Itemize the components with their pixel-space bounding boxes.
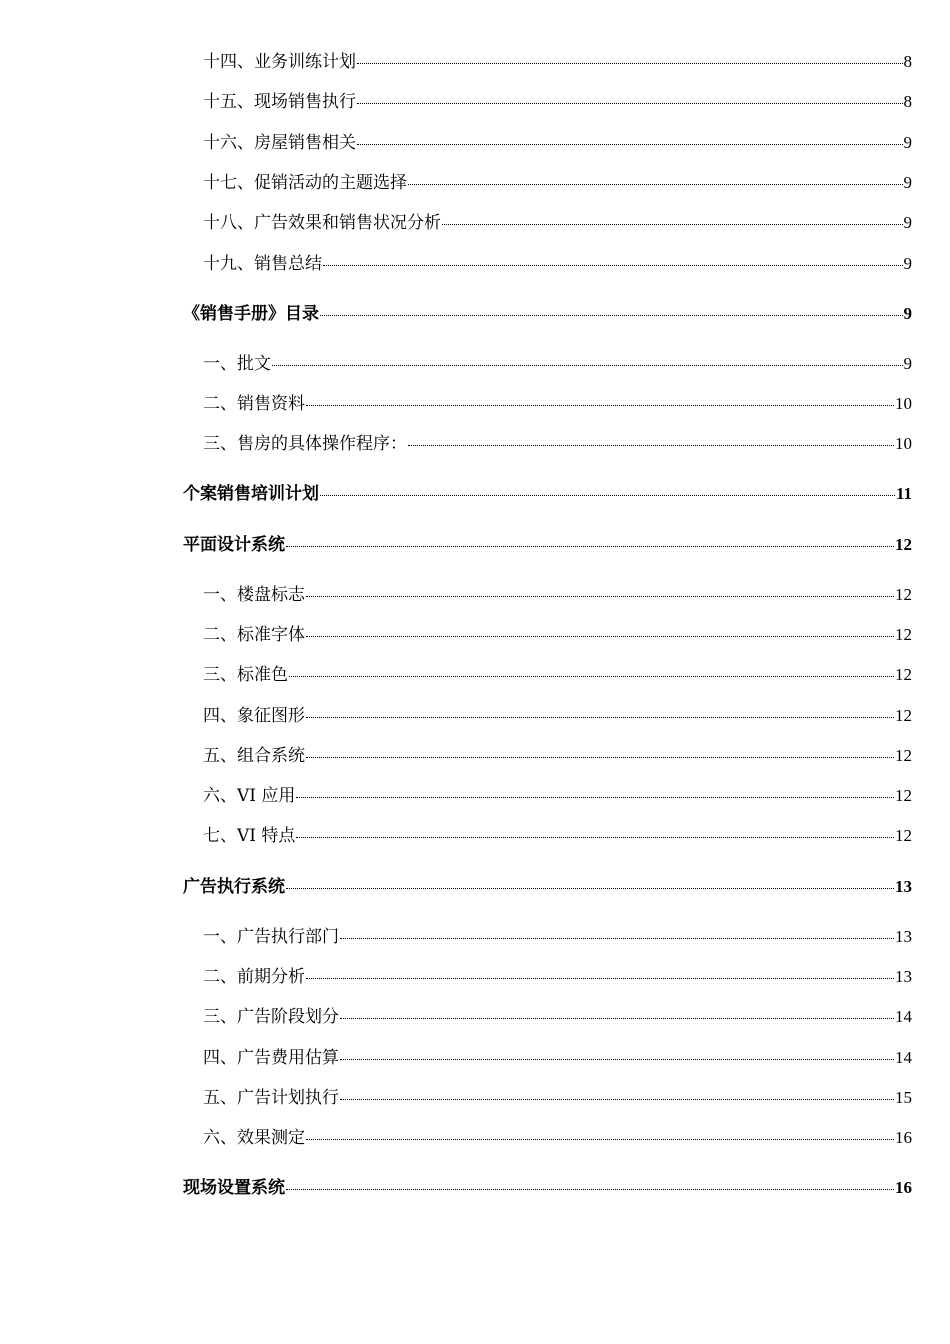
toc-entry[interactable] [203,1047,912,1069]
toc-dot-leader [296,797,894,798]
toc-page-number: 9 [903,304,912,323]
toc-dot-leader [340,1099,894,1100]
toc-page-number: 14 [895,1048,912,1067]
toc-entry[interactable] [203,393,912,415]
toc-heading-entry[interactable] [183,1177,912,1199]
toc-dot-leader [306,717,894,718]
toc-page-number: 14 [895,1007,912,1026]
toc-page-number: 9 [903,213,912,232]
toc-entry-title: 三、广告阶段划分 [203,1007,339,1027]
toc-dot-leader [340,1018,894,1019]
toc-entry-title: 一、批文 [203,354,271,374]
toc-entry-title: 个案销售培训计划 [183,484,319,504]
toc-entry[interactable] [203,966,912,988]
toc-page-number: 9 [903,254,912,273]
toc-page-number: 12 [895,625,912,644]
toc-entry[interactable] [203,825,912,847]
toc-page-number: 16 [895,1178,912,1197]
toc-page-number: 12 [895,585,912,604]
toc-entry-title: 一、广告执行部门 [203,927,339,947]
toc-entry-title: 十七、促销活动的主题选择 [203,173,407,193]
toc-entry[interactable] [203,705,912,727]
toc-page-number: 12 [895,535,912,554]
toc-entry[interactable] [203,172,912,194]
toc-page-number: 10 [895,434,912,453]
toc-dot-leader [340,938,894,939]
toc-page-number: 12 [895,706,912,725]
toc-entry[interactable] [203,132,912,154]
toc-entry[interactable] [203,433,912,455]
toc-page-number: 9 [903,173,912,192]
toc-dot-leader [323,265,903,266]
toc-entry-title: 十四、业务训练计划 [203,52,356,72]
toc-page-number: 16 [895,1128,912,1147]
toc-entry-title: 三、售房的具体操作程序： [203,434,407,454]
toc-dot-leader [408,184,903,185]
toc-entry-title: 五、组合系统 [203,746,305,766]
toc-page-number: 9 [903,133,912,152]
toc-page-number: 12 [895,826,912,845]
toc-page-number: 12 [895,665,912,684]
toc-entry[interactable] [203,253,912,275]
toc-entry-title: 《销售手册》目录 [183,304,319,324]
toc-dot-leader [296,837,894,838]
toc-page-number: 15 [895,1088,912,1107]
toc-entry[interactable] [203,785,912,807]
toc-entry-title: 二、销售资料 [203,394,305,414]
toc-page-number: 8 [903,92,912,111]
toc-dot-leader [357,63,903,64]
toc-entry[interactable] [203,91,912,113]
toc-dot-leader [286,888,894,889]
toc-heading-entry[interactable] [183,483,912,505]
toc-entry-title: 六、效果测定 [203,1128,305,1148]
toc-entry-title: 一、楼盘标志 [203,585,305,605]
toc-entry-title: 二、前期分析 [203,967,305,987]
toc-entry[interactable] [203,1087,912,1109]
toc-page-number: 13 [895,877,912,896]
toc-page-number: 10 [895,394,912,413]
toc-heading-entry[interactable] [183,303,912,325]
toc-entry-title: 现场设置系统 [183,1178,285,1198]
toc-entry-title: 六、VI 应用 [203,786,296,806]
toc-entry-title: 四、象征图形 [203,706,305,726]
toc-entry-title: 三、标准色 [203,665,288,685]
toc-dot-leader [306,405,894,406]
toc-entry-title: 四、广告费用估算 [203,1048,339,1068]
toc-dot-leader [306,596,894,597]
toc-entry[interactable] [203,584,912,606]
toc-heading-entry[interactable] [183,876,912,898]
toc-entry[interactable] [203,1006,912,1028]
toc-dot-leader [306,978,894,979]
toc-entry[interactable] [203,1127,912,1149]
toc-entry[interactable] [203,353,912,375]
toc-dot-leader [286,546,894,547]
toc-entry-title: 七、VI 特点 [203,826,296,846]
toc-dot-leader [442,224,903,225]
toc-dot-leader [357,103,903,104]
toc-entry[interactable] [203,664,912,686]
toc-entry[interactable] [203,926,912,948]
toc-entry-title: 十六、房屋销售相关 [203,133,356,153]
toc-entry[interactable] [203,51,912,73]
toc-page-number: 9 [903,354,912,373]
toc-dot-leader [340,1059,894,1060]
toc-dot-leader [357,144,903,145]
toc-entry-title: 十八、广告效果和销售状况分析 [203,213,441,233]
toc-page-number: 11 [895,484,912,503]
toc-dot-leader [320,495,895,496]
toc-entry-title: 十五、现场销售执行 [203,92,356,112]
toc-entry[interactable] [203,745,912,767]
toc-dot-leader [306,757,894,758]
toc-dot-leader [286,1189,894,1190]
toc-page-number: 13 [895,967,912,986]
toc-dot-leader [306,1139,894,1140]
toc-entry-title: 二、标准字体 [203,625,305,645]
toc-entry-title: 十九、销售总结 [203,254,322,274]
toc-dot-leader [272,365,903,366]
toc-dot-leader [306,636,894,637]
toc-heading-entry[interactable] [183,534,912,556]
toc-dot-leader [320,315,903,316]
toc-entry-title: 平面设计系统 [183,535,285,555]
toc-entry-title: 广告执行系统 [183,877,285,897]
toc-entry[interactable] [203,624,912,646]
toc-page-number: 12 [895,786,912,805]
toc-dot-leader [289,676,894,677]
toc-page-number: 12 [895,746,912,765]
toc-page-number: 13 [895,927,912,946]
toc-page-number: 8 [903,52,912,71]
toc-entry-title: 五、广告计划执行 [203,1088,339,1108]
toc-dot-leader [408,445,894,446]
toc-entry[interactable] [203,212,912,234]
